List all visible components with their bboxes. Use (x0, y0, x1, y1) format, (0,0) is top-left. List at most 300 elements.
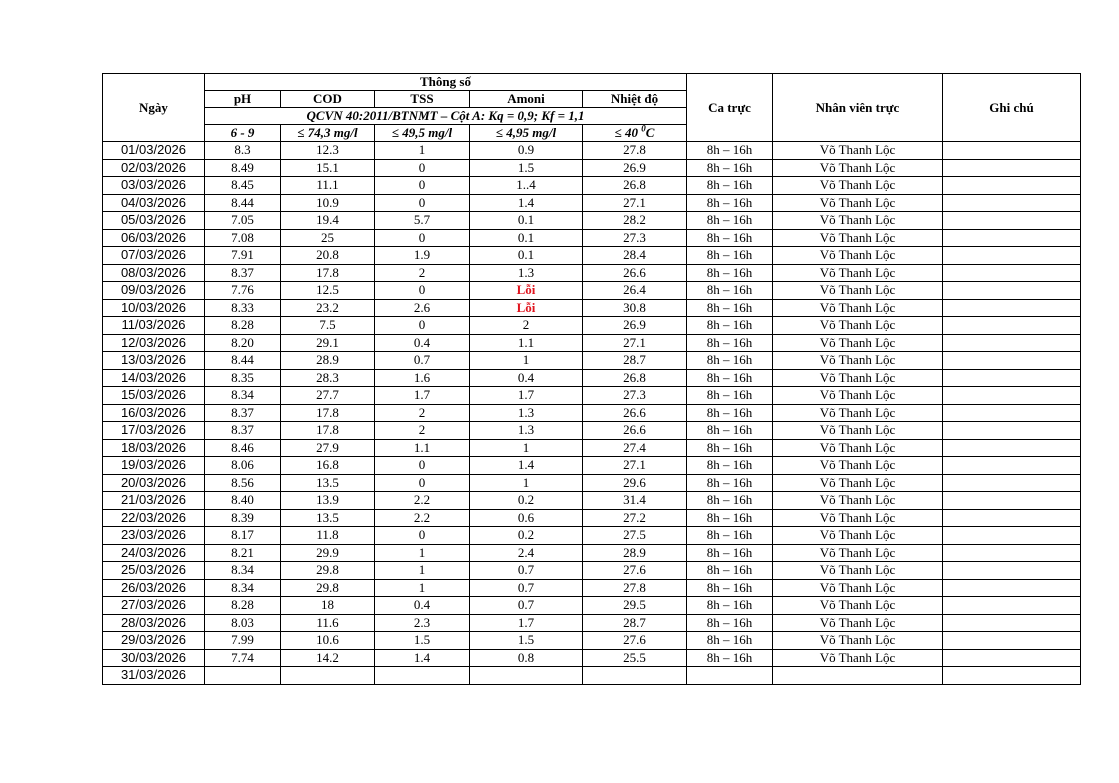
cell-temperature: 26.6 (583, 422, 687, 440)
table-row (103, 404, 1081, 422)
cell-temperature: 30.8 (583, 299, 687, 317)
table-header (103, 74, 1081, 142)
table-row (103, 527, 1081, 545)
header-parameters: Thông số (205, 74, 687, 91)
cell-amoni: 1.4 (470, 457, 583, 475)
cell-ph: 7.91 (205, 247, 281, 265)
cell-cod: 7.5 (281, 317, 375, 335)
cell-shift: 8h – 16h (687, 509, 773, 527)
table-row (103, 667, 1081, 685)
cell-date: 13/03/2026 (103, 352, 205, 370)
cell-shift: 8h – 16h (687, 579, 773, 597)
cell-amoni: 0.7 (470, 562, 583, 580)
cell-shift: 8h – 16h (687, 474, 773, 492)
cell-amoni: 1.3 (470, 422, 583, 440)
cell-amoni: Lỗi (470, 299, 583, 317)
cell-cod: 17.8 (281, 404, 375, 422)
cell-amoni: 0.2 (470, 492, 583, 510)
cell-amoni: 0.7 (470, 579, 583, 597)
cell-shift: 8h – 16h (687, 387, 773, 405)
limit-ph: 6 - 9 (205, 125, 281, 142)
cell-amoni: 1..4 (470, 177, 583, 195)
cell-ph: 8.28 (205, 597, 281, 615)
cell-ph: 7.99 (205, 632, 281, 650)
cell-shift: 8h – 16h (687, 614, 773, 632)
cell-shift: 8h – 16h (687, 317, 773, 335)
cell-cod: 18 (281, 597, 375, 615)
table-row (103, 177, 1081, 195)
table-row (103, 387, 1081, 405)
cell-shift: 8h – 16h (687, 632, 773, 650)
cell-tss: 2 (375, 422, 470, 440)
cell-shift: 8h – 16h (687, 649, 773, 667)
header-tss: TSS (375, 91, 470, 108)
cell-note (943, 282, 1081, 300)
cell-note (943, 194, 1081, 212)
cell-tss: 1 (375, 579, 470, 597)
cell-date: 05/03/2026 (103, 212, 205, 230)
cell-staff: Võ Thanh Lộc (773, 387, 943, 405)
cell-cod: 13.5 (281, 509, 375, 527)
cell-tss: 1.4 (375, 649, 470, 667)
cell-date: 24/03/2026 (103, 544, 205, 562)
limit-temperature-unit: C (645, 125, 655, 140)
monitoring-log-table (102, 73, 1081, 685)
cell-staff: Võ Thanh Lộc (773, 492, 943, 510)
cell-note (943, 457, 1081, 475)
cell-note (943, 299, 1081, 317)
cell-date: 27/03/2026 (103, 597, 205, 615)
table-row (103, 632, 1081, 650)
cell-staff: Võ Thanh Lộc (773, 509, 943, 527)
cell-note (943, 177, 1081, 195)
cell-ph: 8.21 (205, 544, 281, 562)
cell-date: 22/03/2026 (103, 509, 205, 527)
cell-date: 06/03/2026 (103, 229, 205, 247)
cell-ph: 8.34 (205, 579, 281, 597)
cell-date: 31/03/2026 (103, 667, 205, 685)
cell-tss: 0.4 (375, 597, 470, 615)
cell-date: 25/03/2026 (103, 562, 205, 580)
cell-tss: 1.7 (375, 387, 470, 405)
table-row (103, 562, 1081, 580)
cell-note (943, 352, 1081, 370)
cell-staff: Võ Thanh Lộc (773, 212, 943, 230)
cell-amoni: 1.7 (470, 387, 583, 405)
cell-tss: 2 (375, 404, 470, 422)
cell-staff: Võ Thanh Lộc (773, 352, 943, 370)
cell-amoni (470, 667, 583, 685)
cell-shift: 8h – 16h (687, 334, 773, 352)
cell-note (943, 369, 1081, 387)
cell-ph: 8.34 (205, 562, 281, 580)
cell-staff (773, 667, 943, 685)
cell-staff: Võ Thanh Lộc (773, 544, 943, 562)
cell-staff: Võ Thanh Lộc (773, 177, 943, 195)
cell-amoni: 1.5 (470, 632, 583, 650)
cell-cod: 13.9 (281, 492, 375, 510)
header-note: Ghi chú (943, 74, 1081, 142)
limit-cod: ≤ 74,3 mg/l (281, 125, 375, 142)
cell-cod: 19.4 (281, 212, 375, 230)
table-row (103, 509, 1081, 527)
cell-note (943, 579, 1081, 597)
limit-temperature-prefix: ≤ 40 (614, 125, 642, 140)
cell-shift: 8h – 16h (687, 369, 773, 387)
cell-amoni: 2 (470, 317, 583, 335)
cell-cod: 17.8 (281, 264, 375, 282)
cell-shift: 8h – 16h (687, 352, 773, 370)
cell-amoni: 1.5 (470, 159, 583, 177)
cell-cod: 28.9 (281, 352, 375, 370)
cell-tss: 0 (375, 527, 470, 545)
cell-note (943, 632, 1081, 650)
cell-cod: 29.9 (281, 544, 375, 562)
cell-tss: 1.5 (375, 632, 470, 650)
cell-shift: 8h – 16h (687, 597, 773, 615)
cell-tss (375, 667, 470, 685)
cell-temperature: 31.4 (583, 492, 687, 510)
cell-tss: 2 (375, 264, 470, 282)
cell-amoni: 0.4 (470, 369, 583, 387)
cell-ph: 8.45 (205, 177, 281, 195)
cell-tss: 0 (375, 177, 470, 195)
table-row (103, 439, 1081, 457)
cell-shift: 8h – 16h (687, 264, 773, 282)
cell-note (943, 562, 1081, 580)
table-row (103, 544, 1081, 562)
cell-note (943, 247, 1081, 265)
cell-tss: 0 (375, 194, 470, 212)
table-row (103, 282, 1081, 300)
table-row (103, 457, 1081, 475)
header-ph: pH (205, 91, 281, 108)
cell-tss: 1 (375, 562, 470, 580)
cell-note (943, 439, 1081, 457)
cell-ph: 7.08 (205, 229, 281, 247)
cell-date: 19/03/2026 (103, 457, 205, 475)
cell-ph: 8.28 (205, 317, 281, 335)
cell-note (943, 527, 1081, 545)
table-row (103, 247, 1081, 265)
cell-cod: 28.3 (281, 369, 375, 387)
cell-note (943, 264, 1081, 282)
cell-tss: 0.4 (375, 334, 470, 352)
cell-shift: 8h – 16h (687, 492, 773, 510)
cell-cod: 27.7 (281, 387, 375, 405)
cell-ph: 8.37 (205, 422, 281, 440)
cell-tss: 2.3 (375, 614, 470, 632)
cell-staff: Võ Thanh Lộc (773, 369, 943, 387)
header-standard: QCVN 40:2011/BTNMT – Cột A: Kq = 0,9; Kf = 1,1 (205, 108, 687, 125)
cell-note (943, 229, 1081, 247)
cell-amoni: 1 (470, 439, 583, 457)
cell-tss: 0 (375, 317, 470, 335)
cell-tss: 1.6 (375, 369, 470, 387)
cell-ph: 8.34 (205, 387, 281, 405)
cell-note (943, 387, 1081, 405)
cell-cod: 12.5 (281, 282, 375, 300)
table-row (103, 264, 1081, 282)
cell-date: 23/03/2026 (103, 527, 205, 545)
cell-date: 14/03/2026 (103, 369, 205, 387)
cell-shift: 8h – 16h (687, 247, 773, 265)
cell-staff: Võ Thanh Lộc (773, 439, 943, 457)
cell-tss: 0.7 (375, 352, 470, 370)
table-row (103, 229, 1081, 247)
cell-shift: 8h – 16h (687, 142, 773, 160)
cell-staff: Võ Thanh Lộc (773, 317, 943, 335)
cell-staff: Võ Thanh Lộc (773, 457, 943, 475)
cell-amoni: 1 (470, 474, 583, 492)
table-row (103, 317, 1081, 335)
cell-temperature: 26.6 (583, 264, 687, 282)
cell-cod: 29.8 (281, 562, 375, 580)
cell-date: 07/03/2026 (103, 247, 205, 265)
cell-temperature: 27.1 (583, 194, 687, 212)
cell-staff: Võ Thanh Lộc (773, 649, 943, 667)
cell-ph: 8.20 (205, 334, 281, 352)
cell-staff: Võ Thanh Lộc (773, 404, 943, 422)
cell-temperature: 28.7 (583, 352, 687, 370)
cell-shift: 8h – 16h (687, 422, 773, 440)
table-row (103, 212, 1081, 230)
cell-note (943, 597, 1081, 615)
cell-amoni: 0.7 (470, 597, 583, 615)
cell-tss: 1.1 (375, 439, 470, 457)
cell-tss: 0 (375, 282, 470, 300)
cell-ph: 7.05 (205, 212, 281, 230)
cell-temperature: 27.6 (583, 632, 687, 650)
cell-temperature: 27.3 (583, 387, 687, 405)
cell-date: 26/03/2026 (103, 579, 205, 597)
cell-temperature: 27.1 (583, 457, 687, 475)
cell-staff: Võ Thanh Lộc (773, 597, 943, 615)
cell-date: 03/03/2026 (103, 177, 205, 195)
cell-cod: 23.2 (281, 299, 375, 317)
cell-amoni: 1.7 (470, 614, 583, 632)
table-row (103, 614, 1081, 632)
cell-temperature: 27.1 (583, 334, 687, 352)
cell-tss: 1.9 (375, 247, 470, 265)
cell-temperature: 26.9 (583, 317, 687, 335)
cell-amoni: Lỗi (470, 282, 583, 300)
cell-temperature: 27.3 (583, 229, 687, 247)
cell-staff: Võ Thanh Lộc (773, 194, 943, 212)
cell-note (943, 317, 1081, 335)
header-shift: Ca trực (687, 74, 773, 142)
table-row (103, 352, 1081, 370)
cell-tss: 0 (375, 229, 470, 247)
cell-ph: 8.37 (205, 404, 281, 422)
limit-amoni: ≤ 4,95 mg/l (470, 125, 583, 142)
cell-amoni: 0.1 (470, 212, 583, 230)
cell-date: 17/03/2026 (103, 422, 205, 440)
cell-cod: 20.8 (281, 247, 375, 265)
cell-date: 29/03/2026 (103, 632, 205, 650)
table-row (103, 649, 1081, 667)
cell-cod: 14.2 (281, 649, 375, 667)
cell-temperature: 28.9 (583, 544, 687, 562)
cell-shift: 8h – 16h (687, 299, 773, 317)
cell-tss: 0 (375, 159, 470, 177)
table-row (103, 299, 1081, 317)
header-amoni: Amoni (470, 91, 583, 108)
cell-note (943, 404, 1081, 422)
cell-amoni: 0.1 (470, 229, 583, 247)
cell-amoni: 1.3 (470, 264, 583, 282)
cell-date: 16/03/2026 (103, 404, 205, 422)
cell-cod: 16.8 (281, 457, 375, 475)
cell-date: 08/03/2026 (103, 264, 205, 282)
cell-date: 28/03/2026 (103, 614, 205, 632)
cell-temperature: 25.5 (583, 649, 687, 667)
cell-shift: 8h – 16h (687, 229, 773, 247)
cell-ph: 8.39 (205, 509, 281, 527)
cell-temperature: 27.6 (583, 562, 687, 580)
cell-ph: 7.76 (205, 282, 281, 300)
cell-ph (205, 667, 281, 685)
cell-shift: 8h – 16h (687, 404, 773, 422)
cell-amoni: 1.1 (470, 334, 583, 352)
cell-note (943, 649, 1081, 667)
cell-temperature: 27.8 (583, 579, 687, 597)
limit-tss: ≤ 49,5 mg/l (375, 125, 470, 142)
cell-staff: Võ Thanh Lộc (773, 299, 943, 317)
cell-note (943, 667, 1081, 685)
cell-date: 12/03/2026 (103, 334, 205, 352)
cell-temperature: 26.8 (583, 369, 687, 387)
cell-staff: Võ Thanh Lộc (773, 142, 943, 160)
cell-temperature: 27.4 (583, 439, 687, 457)
cell-shift: 8h – 16h (687, 159, 773, 177)
cell-staff: Võ Thanh Lộc (773, 614, 943, 632)
cell-amoni: 1 (470, 352, 583, 370)
cell-temperature: 26.8 (583, 177, 687, 195)
cell-staff: Võ Thanh Lộc (773, 422, 943, 440)
cell-tss: 0 (375, 474, 470, 492)
header-staff: Nhân viên trực (773, 74, 943, 142)
cell-note (943, 422, 1081, 440)
cell-temperature: 26.4 (583, 282, 687, 300)
cell-staff: Võ Thanh Lộc (773, 264, 943, 282)
cell-temperature: 29.5 (583, 597, 687, 615)
cell-staff: Võ Thanh Lộc (773, 334, 943, 352)
cell-note (943, 212, 1081, 230)
cell-staff: Võ Thanh Lộc (773, 229, 943, 247)
cell-staff: Võ Thanh Lộc (773, 247, 943, 265)
cell-note (943, 492, 1081, 510)
cell-ph: 8.17 (205, 527, 281, 545)
cell-temperature: 29.6 (583, 474, 687, 492)
cell-shift: 8h – 16h (687, 194, 773, 212)
cell-cod: 27.9 (281, 439, 375, 457)
cell-ph: 8.3 (205, 142, 281, 160)
cell-date: 21/03/2026 (103, 492, 205, 510)
cell-date: 01/03/2026 (103, 142, 205, 160)
table-row (103, 422, 1081, 440)
cell-cod: 17.8 (281, 422, 375, 440)
table-row (103, 369, 1081, 387)
cell-amoni: 0.2 (470, 527, 583, 545)
cell-ph: 8.33 (205, 299, 281, 317)
cell-ph: 7.74 (205, 649, 281, 667)
header-cod: COD (281, 91, 375, 108)
cell-shift: 8h – 16h (687, 527, 773, 545)
cell-amoni: 1.4 (470, 194, 583, 212)
cell-shift: 8h – 16h (687, 457, 773, 475)
cell-shift: 8h – 16h (687, 562, 773, 580)
cell-staff: Võ Thanh Lộc (773, 159, 943, 177)
cell-cod: 10.9 (281, 194, 375, 212)
cell-amoni: 0.8 (470, 649, 583, 667)
cell-date: 11/03/2026 (103, 317, 205, 335)
cell-date: 30/03/2026 (103, 649, 205, 667)
cell-ph: 8.56 (205, 474, 281, 492)
cell-cod: 13.5 (281, 474, 375, 492)
cell-cod: 15.1 (281, 159, 375, 177)
cell-temperature: 26.6 (583, 404, 687, 422)
cell-ph: 8.49 (205, 159, 281, 177)
table-row (103, 142, 1081, 160)
limit-temperature-degree: 0 (641, 124, 646, 134)
cell-date: 15/03/2026 (103, 387, 205, 405)
cell-tss: 5.7 (375, 212, 470, 230)
cell-note (943, 544, 1081, 562)
header-temperature: Nhiệt độ (583, 91, 687, 108)
cell-amoni: 0.6 (470, 509, 583, 527)
cell-shift: 8h – 16h (687, 439, 773, 457)
cell-ph: 8.46 (205, 439, 281, 457)
cell-ph: 8.35 (205, 369, 281, 387)
cell-note (943, 159, 1081, 177)
cell-cod (281, 667, 375, 685)
cell-temperature: 27.5 (583, 527, 687, 545)
cell-cod: 11.6 (281, 614, 375, 632)
cell-shift: 8h – 16h (687, 212, 773, 230)
cell-ph: 8.03 (205, 614, 281, 632)
cell-note (943, 142, 1081, 160)
table-row (103, 334, 1081, 352)
cell-amoni: 1.3 (470, 404, 583, 422)
cell-date: 10/03/2026 (103, 299, 205, 317)
table-row (103, 474, 1081, 492)
cell-temperature: 27.8 (583, 142, 687, 160)
cell-staff: Võ Thanh Lộc (773, 527, 943, 545)
table-row (103, 159, 1081, 177)
cell-shift: 8h – 16h (687, 177, 773, 195)
cell-temperature: 27.2 (583, 509, 687, 527)
cell-temperature: 28.2 (583, 212, 687, 230)
cell-ph: 8.06 (205, 457, 281, 475)
cell-staff: Võ Thanh Lộc (773, 474, 943, 492)
cell-date: 20/03/2026 (103, 474, 205, 492)
cell-tss: 1 (375, 544, 470, 562)
cell-staff: Võ Thanh Lộc (773, 632, 943, 650)
cell-cod: 10.6 (281, 632, 375, 650)
cell-cod: 29.1 (281, 334, 375, 352)
cell-ph: 8.37 (205, 264, 281, 282)
cell-staff: Võ Thanh Lộc (773, 282, 943, 300)
cell-staff: Võ Thanh Lộc (773, 562, 943, 580)
cell-shift: 8h – 16h (687, 282, 773, 300)
cell-note (943, 334, 1081, 352)
cell-note (943, 474, 1081, 492)
cell-amoni: 2.4 (470, 544, 583, 562)
cell-note (943, 509, 1081, 527)
table-row (103, 492, 1081, 510)
cell-amoni: 0.1 (470, 247, 583, 265)
